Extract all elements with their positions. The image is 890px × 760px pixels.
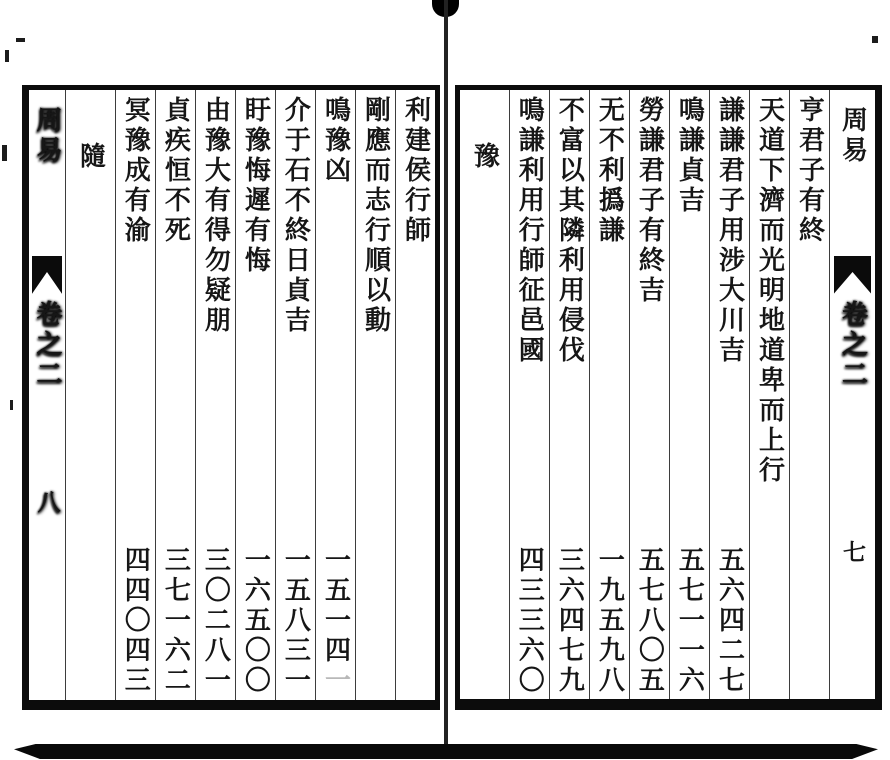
entry-column (549, 90, 589, 699)
entry-column (315, 90, 355, 700)
entry-column (509, 90, 549, 699)
entry-reference-number: 一五一四一 (320, 546, 351, 696)
hexagram-name-column (65, 90, 115, 700)
entry-text: 由豫大有得勿疑朋 (200, 96, 231, 336)
entry-column (749, 90, 789, 699)
entry-text: 介于石不終日貞吉 (280, 96, 311, 336)
entry-column (589, 90, 629, 699)
margin-page-number: 七 (839, 540, 867, 567)
entry-text: 貞疾恒不死 (160, 96, 191, 246)
entry-text: 利建侯行師 (400, 96, 431, 246)
entry-reference-number: 五六四二七 (714, 546, 745, 696)
hexagram-name: 豫 (469, 142, 500, 172)
entry-text: 冥豫成有渝 (120, 96, 151, 246)
entry-reference-number: 一九五九八 (594, 546, 625, 696)
entry-reference-number: 三六四七九 (554, 546, 585, 696)
entry-column (629, 90, 669, 699)
entry-reference-number: 五七八〇五 (634, 546, 665, 696)
entry-text: 不富以其隣利用侵伐 (554, 96, 585, 366)
entry-text: 盱豫悔遲有悔 (240, 96, 271, 276)
faint-digit: 一 (320, 666, 351, 696)
entry-reference-number: 四三三六〇 (514, 546, 545, 696)
entry-reference-number: 三七一六二 (160, 546, 191, 696)
entry-column (235, 90, 275, 700)
entry-text: 亨君子有終 (794, 96, 825, 246)
entry-column (275, 90, 315, 700)
margin-book-title: 周易 (32, 106, 62, 166)
entry-column (669, 90, 709, 699)
entry-text: 鳴豫凶 (320, 96, 351, 186)
margin-page-number: 八 (33, 490, 61, 517)
fishtail-icon (834, 256, 872, 294)
margin-volume-label: 卷之二 (32, 300, 62, 390)
center-fold-line (444, 0, 448, 748)
entry-reference-number: 一六五〇〇 (240, 546, 271, 696)
entry-text: 无不利撝謙 (594, 96, 625, 246)
entry-reference-number: 三〇二八一 (200, 546, 231, 696)
right-page (455, 85, 882, 710)
scan-speck (5, 50, 9, 62)
entry-reference-number: 四四〇四三 (120, 546, 151, 696)
entry-text: 勞謙君子有終吉 (634, 96, 665, 306)
center-margin-strip (29, 90, 65, 700)
fishtail-icon (32, 256, 62, 294)
entry-column (709, 90, 749, 699)
entry-text: 天道下濟而光明地道卑而上行 (754, 96, 785, 486)
entry-reference-number: 五七一一六 (674, 546, 705, 696)
margin-book-title: 周易 (837, 106, 868, 166)
entry-text: 謙謙君子用涉大川吉 (714, 96, 745, 366)
entry-text: 鳴謙貞吉 (674, 96, 705, 216)
margin-volume-label: 卷之二 (837, 300, 868, 390)
entry-column (355, 90, 395, 700)
entry-text: 剛應而志行順以動 (360, 96, 391, 336)
entry-column (395, 90, 435, 700)
entry-column (115, 90, 155, 700)
hexagram-name: 隨 (75, 142, 106, 172)
entry-column (789, 90, 829, 699)
fore-edge-band (14, 744, 878, 759)
hexagram-name-column (460, 90, 509, 699)
entry-text: 鳴謙利用行師征邑國 (514, 96, 545, 366)
entry-column (155, 90, 195, 700)
left-page (22, 85, 440, 710)
entry-reference-number: 一五八三一 (280, 546, 311, 696)
scan-speck (10, 400, 13, 410)
entry-column (195, 90, 235, 700)
scan-speck (872, 36, 878, 43)
scan-speck (16, 38, 25, 42)
center-margin-strip (829, 90, 875, 699)
scan-speck (2, 145, 7, 161)
